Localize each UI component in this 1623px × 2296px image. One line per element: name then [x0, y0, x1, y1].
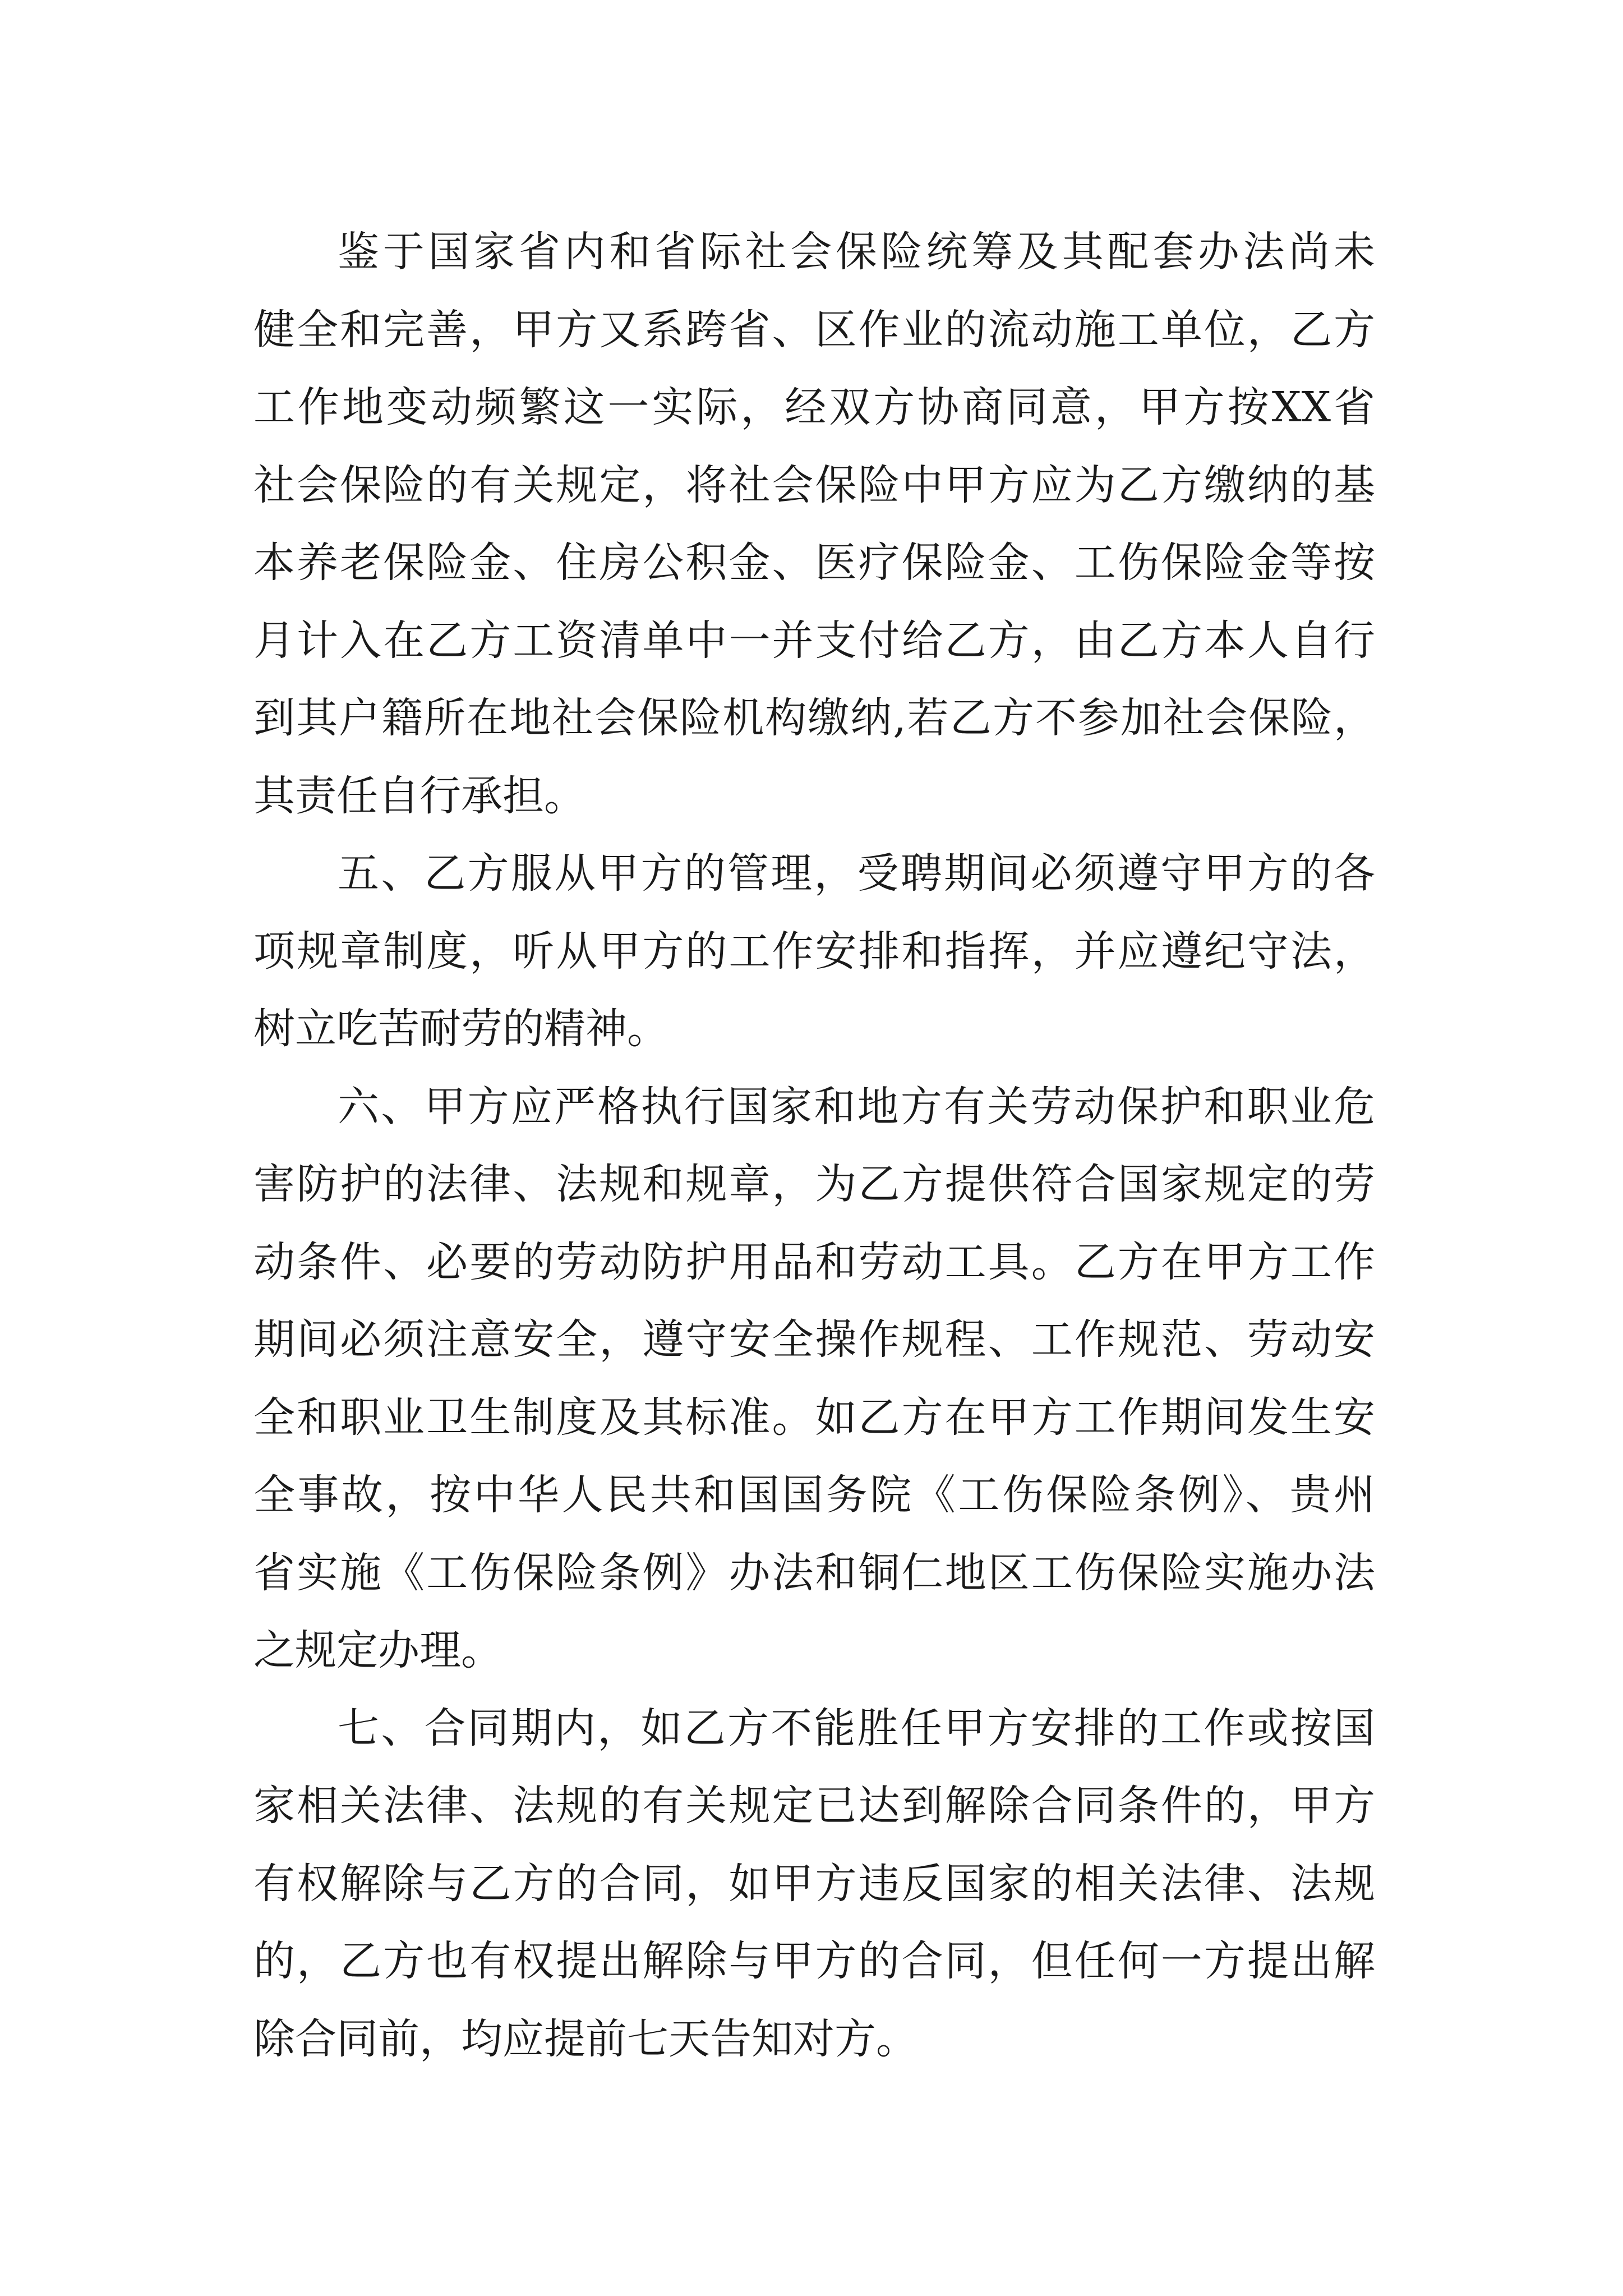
text-line: 到其户籍所在地社会保险机构缴纳,若乙方不参加社会保险，: [253, 694, 1375, 742]
text-line: 月计入在乙方工资清单中一并支付给乙方，由乙方本人自行: [253, 616, 1375, 665]
text-line: 省实施《工伤保险条例》办法和铜仁地区工伤保险实施办法: [253, 1548, 1375, 1597]
text-line: 全事故，按中华人民共和国国务院《工伤保险条例》、贵州: [253, 1471, 1375, 1519]
text-line: 其责任自行承担。: [253, 771, 585, 820]
text-line: 动条件、必要的劳动防护用品和劳动工具。乙方在甲方工作: [253, 1237, 1375, 1286]
text-line: 五、乙方服从甲方的管理，受聘期间必须遵守甲方的各: [338, 849, 1375, 898]
text-line: 本养老保险金、住房公积金、医疗保险金、工伤保险金等按: [253, 539, 1375, 587]
paragraph-clause-7: [253, 1690, 1375, 2078]
text-line: 社会保险的有关规定，将社会保险中甲方应为乙方缴纳的基: [253, 461, 1375, 509]
text-line: 全和职业卫生制度及其标准。如乙方在甲方工作期间发生安: [253, 1393, 1375, 1442]
text-line: 害防护的法律、法规和规章，为乙方提供符合国家规定的劳: [253, 1160, 1375, 1208]
text-line: 七、合同期内，如乙方不能胜任甲方安排的工作或按国: [338, 1704, 1375, 1752]
text-line: 除合同前，均应提前七天告知对方。: [253, 2014, 917, 2063]
paragraph-social-insurance: [253, 213, 1375, 835]
text-line: 的，乙方也有权提出解除与甲方的合同，但任何一方提出解: [253, 1937, 1375, 1985]
text-line: 期间必须注意安全，遵守安全操作规程、工作规范、劳动安: [253, 1315, 1375, 1364]
text-line: 有权解除与乙方的合同，如甲方违反国家的相关法律、法规: [253, 1859, 1375, 1908]
document-body: [253, 213, 1375, 2078]
text-line: 工作地变动频繁这一实际，经双方协商同意，甲方按XX省: [253, 383, 1375, 431]
text-line: 六、甲方应严格执行国家和地方有关劳动保护和职业危: [338, 1082, 1375, 1131]
text-line: 树立吃苦耐劳的精神。: [253, 1005, 668, 1053]
text-line: 鉴于国家省内和省际社会保险统筹及其配套办法尚未: [338, 228, 1375, 276]
text-line: 健全和完善，甲方又系跨省、区作业的流动施工单位，乙方: [253, 305, 1375, 354]
paragraph-clause-6: [253, 1068, 1375, 1690]
text-line: 之规定办理。: [253, 1626, 502, 1674]
paragraph-clause-5: [253, 835, 1375, 1068]
text-line: 家相关法律、法规的有关规定已达到解除合同条件的，甲方: [253, 1782, 1375, 1830]
text-line: 项规章制度，听从甲方的工作安排和指挥，并应遵纪守法，: [253, 927, 1375, 976]
